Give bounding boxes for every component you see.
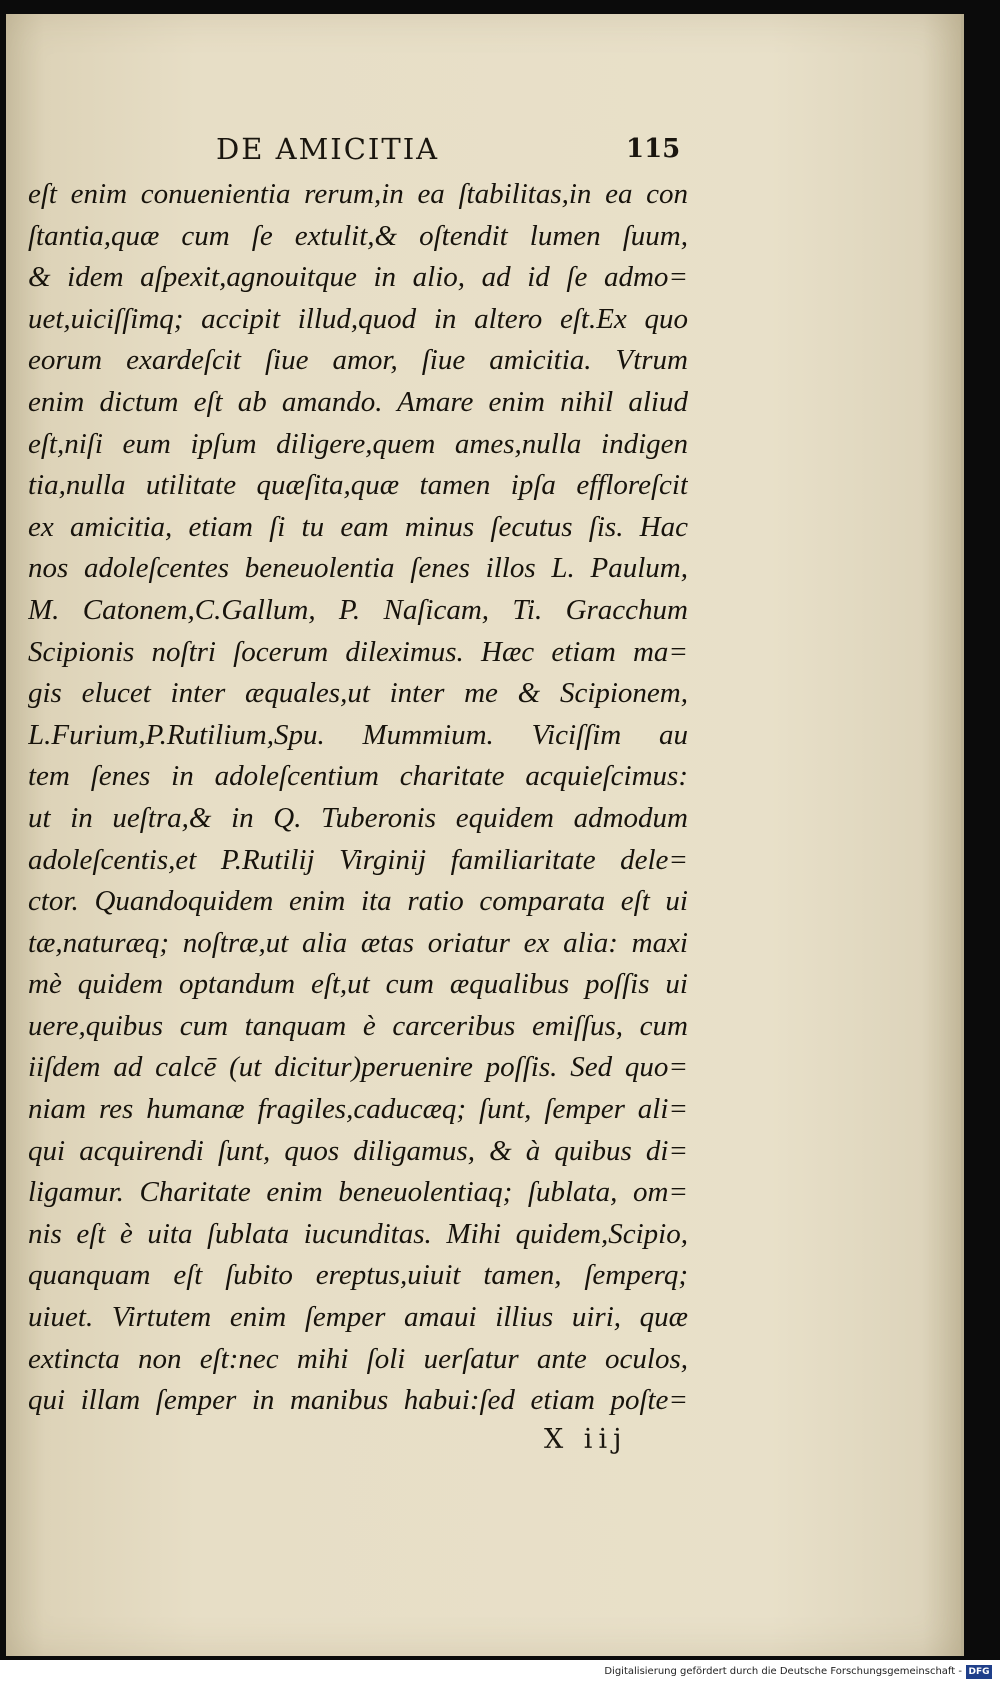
text-line: tæ,naturæq; noſtræ,ut alia ætas oriatur ex alia: maxi — [28, 926, 688, 959]
text-line: iiſdem ad calcē (ut dicitur)peruenire poſſis. Sed quo= — [28, 1051, 688, 1084]
text-line: nos adoleſcentes beneuolentia ſenes illos L. Paulum, — [28, 552, 688, 585]
text-line: uet,uiciſſimq; accipit illud,quod in altero eſt.Ex quo — [28, 302, 688, 335]
text-line: qui illam ſemper in manibus habui:ſed etiam poſte= — [28, 1384, 688, 1417]
text-line: niam res humanæ fragiles,caducæq; ſunt, ſemper ali= — [28, 1093, 688, 1126]
text-line: ſtantia,quæ cum ſe extulit,& oſtendit lumen ſuum, — [28, 219, 688, 252]
text-line: mè quidem optandum eſt,ut cum æqualibus poſſis ui — [28, 968, 688, 1001]
text-line: extincta non eſt:nec mihi ſoli uerſatur ante oculos, — [28, 1342, 688, 1375]
text-line: ut in ueſtra,& in Q. Tuberonis equidem admodum — [28, 801, 688, 834]
footer-bar — [0, 1660, 1000, 1688]
book-page — [6, 14, 964, 1656]
text-line: eſt enim conuenientia rerum,in ea ſtabilitas,in ea con — [28, 178, 688, 210]
text-line: ex amicitia, etiam ſi tu eam minus ſecutus ſis. Hac — [28, 510, 688, 543]
text-line: tia,nulla utilitate quæſita,quæ tamen ipſa effloreſcit — [28, 469, 688, 502]
text-line: adoleſcentis,et P.Rutilij Virginij familiaritate dele= — [28, 843, 688, 876]
text-line: L.Furium,P.Rutilium,Spu. Mummium. Viciſſim au — [28, 718, 688, 751]
text-line: tem ſenes in adoleſcentium charitate acquieſcimus: — [28, 760, 688, 793]
text-line: nis eſt è uita ſublata iucunditas. Mihi quidem,Scipio, — [28, 1217, 688, 1250]
text-line: M. Catonem,C.Gallum, P. Naſicam, Ti. Gracchum — [28, 593, 688, 626]
dfg-logo-icon: DFG — [966, 1665, 992, 1679]
text-line: ligamur. Charitate enim beneuolentiaq; ſublata, om= — [28, 1176, 688, 1209]
text-line: quanquam eſt ſubito ereptus,uiuit tamen, ſemperq; — [28, 1259, 688, 1292]
text-line: eſt,niſi eum ipſum diligere,quem ames,nulla indigen — [28, 427, 688, 460]
text-line: qui acquirendi ſunt, quos diligamus, & à quibus di= — [28, 1134, 688, 1167]
text-line: eorum exardeſcit ſiue amor, ſiue amicitia. Vtrum — [28, 344, 688, 377]
text-line: & idem aſpexit,agnouitque in alio, ad id ſe admo= — [28, 261, 688, 294]
page-number: 115 — [626, 134, 681, 164]
running-head: DE AMICITIA — [216, 132, 440, 166]
text-line: gis elucet inter æquales,ut inter me & Scipionem, — [28, 677, 688, 710]
body-text — [28, 174, 688, 1422]
text-line: ctor. Quandoquidem enim ita ratio comparata eſt ui — [28, 885, 688, 918]
signature-mark: X iij — [544, 1424, 628, 1455]
text-line: enim dictum eſt ab amando. Amare enim nihil aliud — [28, 385, 688, 418]
text-line: uere,quibus cum tanquam è carceribus emiſſus, cum — [28, 1009, 688, 1042]
text-line: uiuet. Virtutem enim ſemper amaui illius uiri, quæ — [28, 1301, 688, 1334]
text-line: Scipionis noſtri ſocerum dileximus. Hæc etiam ma= — [28, 635, 688, 668]
footer-credit: Digitalisierung gefördert durch die Deutsche Forschungsgemeinschaft - — [604, 1666, 962, 1677]
